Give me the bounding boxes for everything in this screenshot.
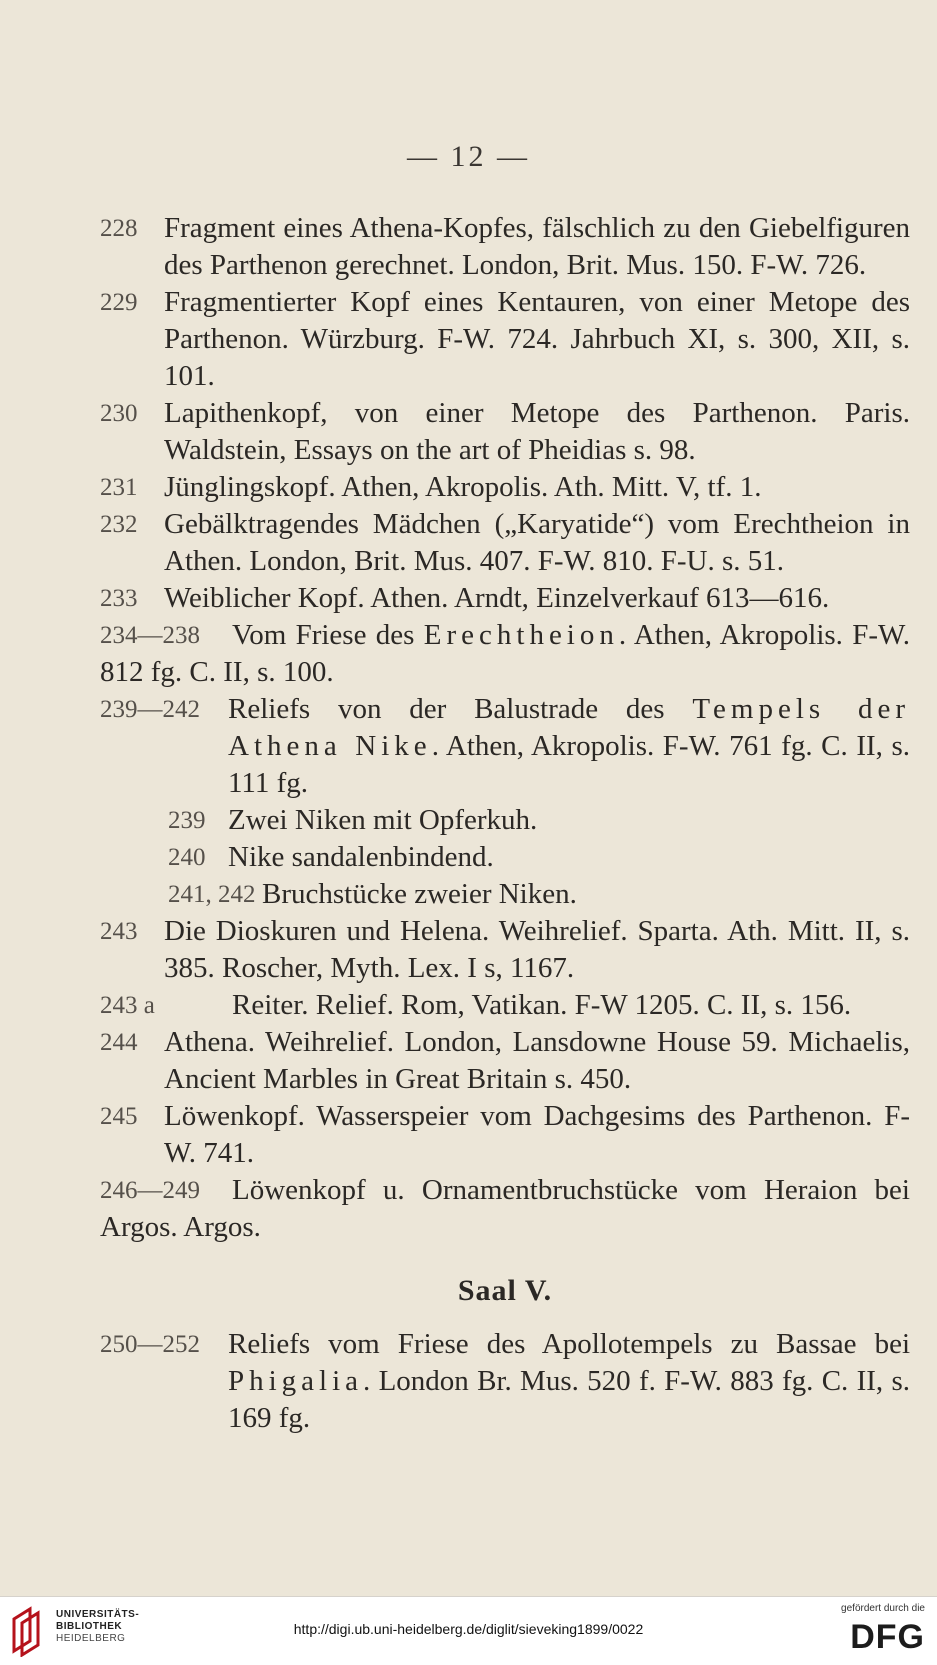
subentry-number: 240 (168, 844, 206, 871)
entry-text: Weiblicher Kopf. Athen. Arndt, Einzelverkauf 613—616. (164, 582, 830, 614)
entry-number: 230 (100, 400, 138, 427)
spaced-name: Phigalia (228, 1365, 364, 1397)
funding-note: gefördert durch die (841, 1603, 925, 1614)
entry-number: 244 (100, 1029, 138, 1056)
entry-number: 243 a (100, 992, 155, 1019)
catalogue-entry (100, 1098, 910, 1172)
entry-number: 228 (100, 215, 138, 242)
subentries (100, 802, 910, 913)
entry-text: Gebälktragendes Mädchen („Karyatide“) vom Erechtheion in Athen. London, Brit. Mus. 407. F-W. 810. F-U. s. 51. (164, 508, 910, 577)
subentry (100, 802, 910, 839)
subentry-number: 241, 242 (168, 881, 256, 908)
catalogue-entry (100, 580, 910, 617)
page-number: — 12 — (407, 140, 530, 173)
entry-text: Vom Friese des Erechtheion. Athen, Akropolis. F-W. 812 fg. C. II, s. 100. (100, 619, 911, 688)
entry-text: Fragmentierter Kopf eines Kentauren, von einer Metope des Parthenon. Würzburg. F-W. 724. Jahrbuch XI, s. 300, XII, s. 101. (164, 286, 910, 392)
catalogue-entries (100, 210, 910, 1437)
entry-text: Die Dioskuren und Helena. Weihrelief. Sparta. Ath. Mitt. II, s. 385. Roscher, Myth. Lex. I s, 1167. (164, 915, 910, 984)
catalogue-entry (100, 506, 910, 580)
catalogue-entry (100, 210, 910, 284)
entry-number: 243 (100, 918, 138, 945)
entry-number: 234—238 (100, 622, 200, 649)
catalogue-entry (100, 987, 910, 1024)
entry-number: 229 (100, 289, 138, 316)
subentry-text: Bruchstücke zweier Niken. (262, 878, 577, 910)
catalogue-entry (100, 913, 910, 987)
university-name: UNIVERSITÄTS- BIBLIOTHEK HEIDELBERG (56, 1609, 140, 1644)
entry-number: 232 (100, 511, 138, 538)
viewer-footer (0, 1596, 937, 1665)
spaced-name: Erechtheion (423, 619, 619, 651)
dfg-logo: DFG (850, 1618, 925, 1656)
entry-text: Athena. Weihrelief. London, Lansdowne House 59. Michaelis, Ancient Marbles in Great Britain s. 450. (164, 1026, 910, 1095)
entry-text: Lapithenkopf, von einer Metope des Parthenon. Paris. Waldstein, Essays on the art of Pheidias s. 98. (164, 397, 910, 466)
entry-number: 231 (100, 474, 138, 501)
entry-text: Löwenkopf u. Ornamentbruchstücke vom Heraion bei Argos. Argos. (100, 1174, 910, 1243)
subentry-text: Zwei Niken mit Opferkuh. (228, 804, 538, 836)
catalogue-entry (100, 469, 910, 506)
entry-number: 245 (100, 1103, 138, 1130)
catalogue-entry (100, 1326, 910, 1437)
catalogue-entry (100, 395, 910, 469)
entries-group-b (100, 913, 910, 1246)
entry-text: Fragment eines Athena-Kopfes, fälschlich zu den Giebelfiguren des Parthenon gerechnet. London, Brit. Mus. 150. F-W. 726. (164, 212, 910, 281)
spaced-name: Tempels der Athena Nike (228, 693, 910, 762)
subentry (100, 876, 910, 913)
entry-text: Jünglingskopf. Athen, Akropolis. Ath. Mitt. V, tf. 1. (164, 471, 762, 503)
catalogue-entry (100, 284, 910, 395)
catalogue-entry (100, 691, 910, 802)
subentry-number: 239 (168, 807, 206, 834)
source-url-link[interactable]: http://digi.ub.uni-heidelberg.de/diglit/sieveking1899/0022 (293, 1621, 644, 1637)
catalogue-entry (100, 1024, 910, 1098)
entry-text: Reliefs vom Friese des Apollotempels zu Bassae bei Phigalia. London Br. Mus. 520 f. F-W. 883 fg. C. II, s. 169 fg. (228, 1328, 910, 1434)
entry-text: Reiter. Relief. Rom, Vatikan. F-W 1205. C. II, s. 156. (232, 989, 852, 1021)
subentry (100, 839, 910, 876)
section-heading: Saal V. (457, 1274, 553, 1307)
subentry-text: Nike sandalenbindend. (228, 841, 494, 873)
entry-number: 239—242 (100, 696, 200, 723)
entry-text: Löwenkopf. Wasserspeier vom Dachgesims des Parthenon. F-W. 741. (164, 1100, 910, 1169)
entry-text: Reliefs von der Balustrade des Tempels der Athena Nike. Athen, Akropolis. F-W. 761 fg. C. II, s. 111 fg. (228, 693, 910, 799)
entry-number: 246—249 (100, 1177, 200, 1204)
entry-number: 250—252 (100, 1331, 200, 1358)
catalogue-entry (100, 1172, 910, 1246)
entry-number: 233 (100, 585, 138, 612)
entries-group-a (100, 210, 910, 617)
catalogue-entry (100, 617, 910, 691)
